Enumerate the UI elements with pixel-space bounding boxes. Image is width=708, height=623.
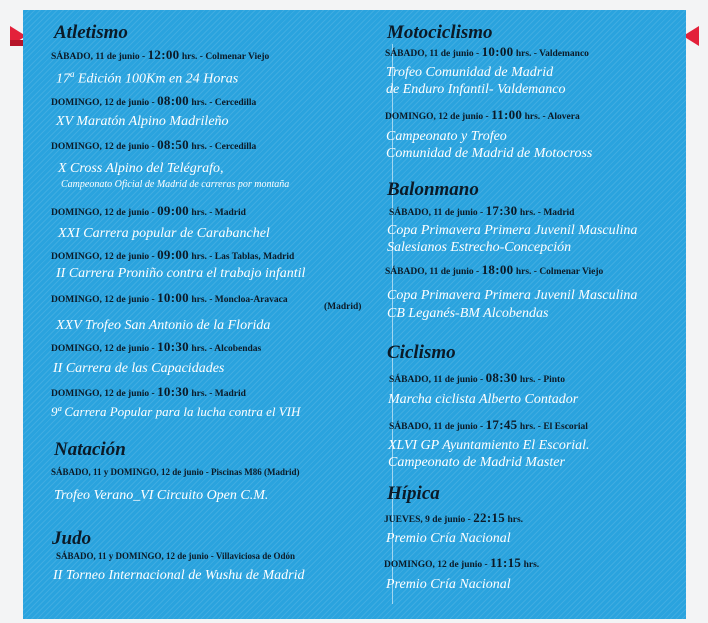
event-title-line2: CB Leganés-BM Alcobendas <box>387 306 549 321</box>
event-date: DOMINGO, 12 de junio - 11:15 hrs. <box>384 555 540 570</box>
event-title: XLVI GP Ayuntamiento El Escorial. <box>388 438 590 453</box>
event-title-line2: de Enduro Infantil- Valdemanco <box>386 82 566 97</box>
event-date: DOMINGO, 12 de junio - 09:00 hrs. - Madrid <box>51 203 246 218</box>
event-title: II Carrera Proniño contra el trabajo infantil <box>56 266 306 281</box>
event-date: DOMINGO, 12 de junio - 10:30 hrs. - Alcobendas <box>51 339 262 354</box>
event-date: SÁBADO, 11 de junio - 08:30 hrs. - Pinto <box>389 370 565 385</box>
event-date: DOMINGO, 12 de junio - 10:00 hrs. - Moncloa-Aravaca <box>51 290 288 305</box>
event-title: XXV Trofeo San Antonio de la Florida <box>56 318 271 333</box>
category-motociclismo: Motociclismo <box>387 22 493 43</box>
event-date: DOMINGO, 12 de junio - 10:30 hrs. - Madrid <box>51 384 246 399</box>
category-balonmano: Balonmano <box>387 179 479 200</box>
event-title: X Cross Alpino del Telégrafo, <box>58 161 224 176</box>
category-judo: Judo <box>52 528 92 549</box>
event-subtitle: Campeonato Oficial de Madrid de carreras por montaña <box>61 179 290 190</box>
category-atletismo: Atletismo <box>54 22 128 43</box>
event-date: SÁBADO, 11 y DOMINGO, 12 de junio - Villaviciosa de Odón <box>56 551 296 561</box>
event-title: Trofeo Verano_VI Circuito Open C.M. <box>54 488 269 503</box>
event-title: Marcha ciclista Alberto Contador <box>388 392 579 407</box>
event-title-line2: Comunidad de Madrid de Motocross <box>386 146 593 161</box>
event-title: II Torneo Internacional de Wushu de Madrid <box>53 568 305 583</box>
event-title: Copa Primavera Primera Juvenil Masculina <box>387 223 638 238</box>
event-title: Copa Primavera Primera Juvenil Masculina <box>387 288 638 303</box>
event-date: SÁBADO, 11 de junio - 18:00 hrs. - Colmenar Viejo <box>385 262 604 277</box>
event-date-continuation: (Madrid) <box>324 302 362 312</box>
event-title: Trofeo Comunidad de Madrid <box>386 65 554 80</box>
category-natacion: Natación <box>54 439 126 460</box>
event-date: SÁBADO, 11 de junio - 10:00 hrs. - Valdemanco <box>385 44 589 59</box>
event-title-line2: Salesianos Estrecho-Concepción <box>387 240 572 255</box>
event-date: SÁBADO, 11 de junio - 17:45 hrs. - El Escorial <box>389 417 588 432</box>
event-title: Campeonato y Trofeo <box>386 129 507 144</box>
event-title: 17$^a$ Edición 100Km en 24 Horas <box>56 69 239 87</box>
event-date: SÁBADO, 11 de junio - 12:00 hrs. - Colmenar Viejo <box>51 47 270 62</box>
category-ciclismo: Ciclismo <box>387 342 456 363</box>
event-title: 9ª Carrera Popular para la lucha contra el VIH <box>51 404 301 419</box>
event-title: II Carrera de las Capacidades <box>53 361 225 376</box>
events-panel <box>23 10 686 619</box>
event-date: DOMINGO, 12 de junio - 09:00 hrs. - Las Tablas, Madrid <box>51 247 295 262</box>
event-date: SÁBADO, 11 y DOMINGO, 12 de junio - Piscinas M86 (Madrid) <box>51 467 300 477</box>
event-date: DOMINGO, 12 de junio - 08:50 hrs. - Cercedilla <box>51 137 257 152</box>
event-title: XV Maratón Alpino Madrileño <box>56 114 229 129</box>
event-title-line2: Campeonato de Madrid Master <box>388 455 565 470</box>
category-hipica: Hípica <box>387 483 440 504</box>
event-title: XXI Carrera popular de Carabanchel <box>58 226 270 241</box>
event-title: Premio Cría Nacional <box>386 531 511 546</box>
event-date: SÁBADO, 11 de junio - 17:30 hrs. - Madrid <box>389 203 575 218</box>
event-date: DOMINGO, 12 de junio - 08:00 hrs. - Cercedilla <box>51 93 257 108</box>
event-date: DOMINGO, 12 de junio - 11:00 hrs. - Alovera <box>385 107 580 122</box>
event-date: JUEVES, 9 de junio - 22:15 hrs. <box>384 510 524 525</box>
event-title: Premio Cría Nacional <box>386 577 511 592</box>
